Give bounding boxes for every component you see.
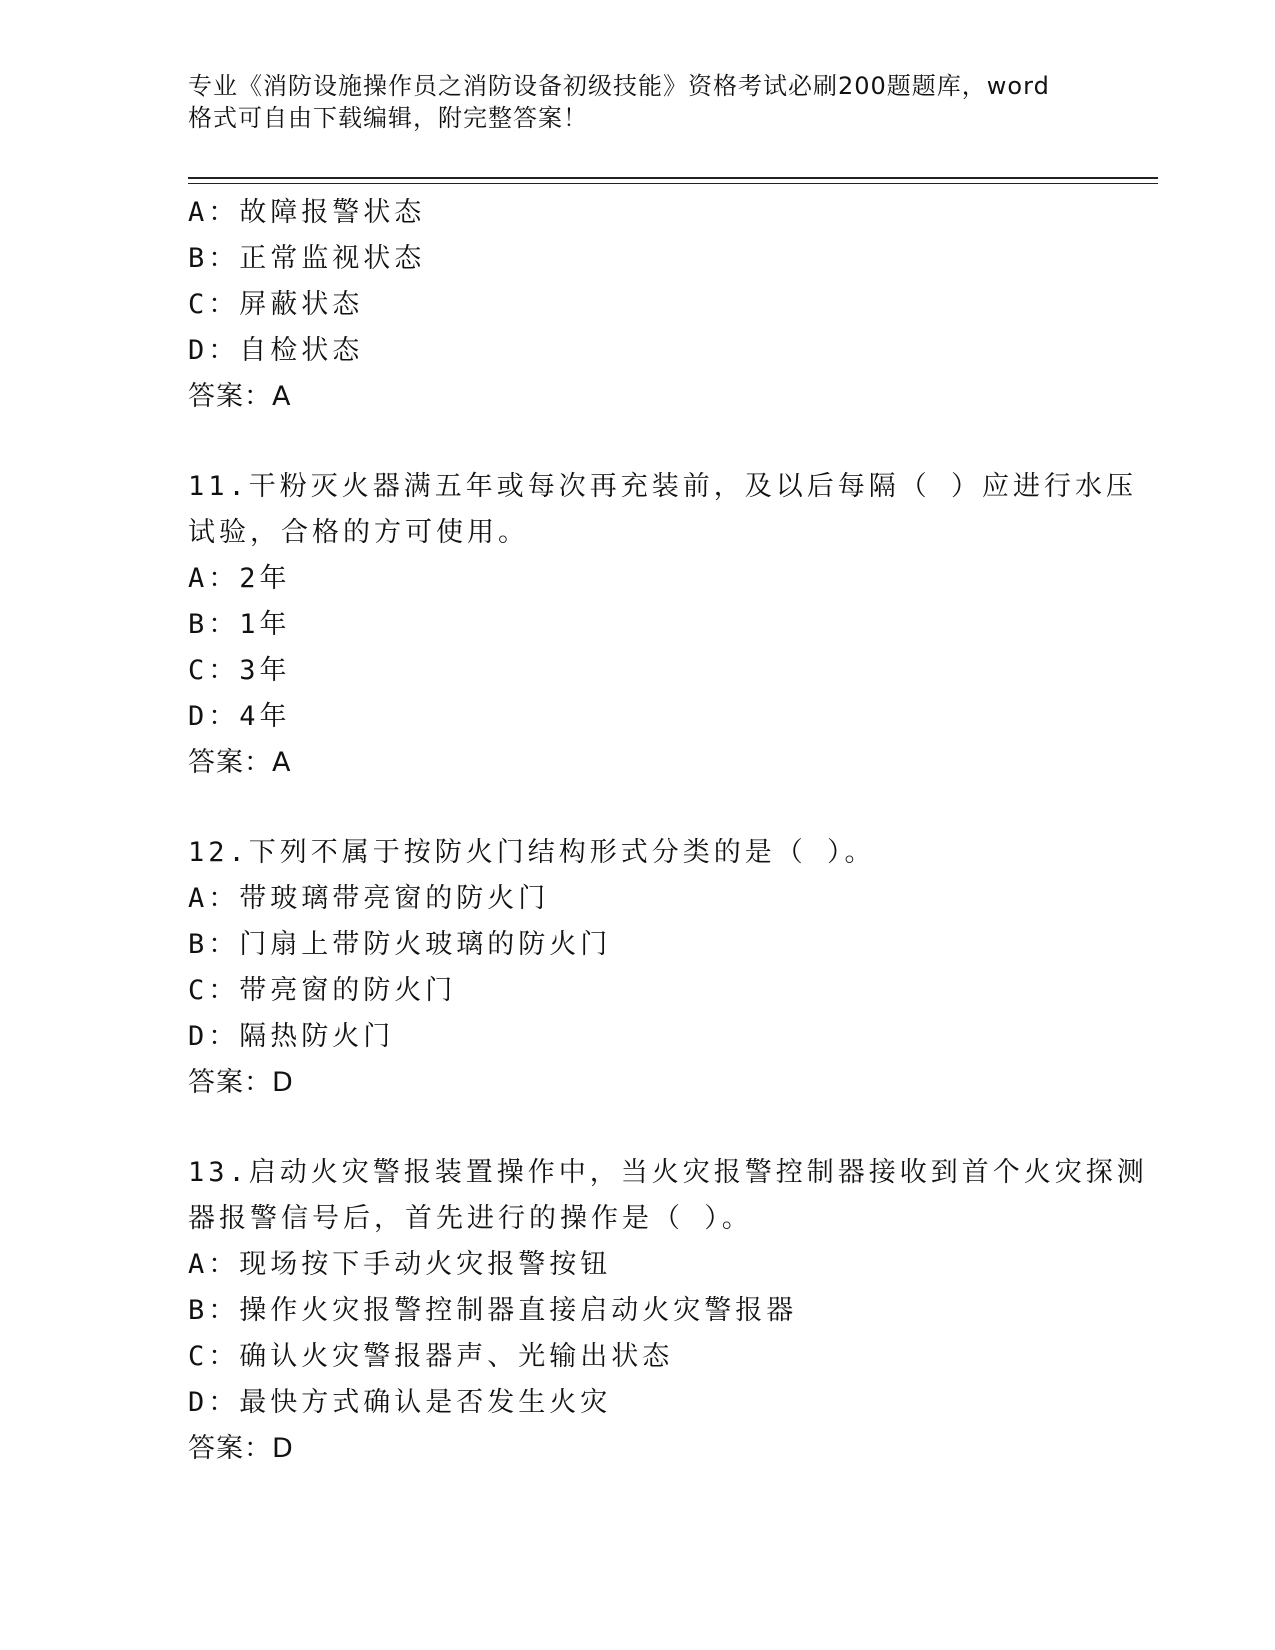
option-a: A：故障报警状态 [188, 197, 426, 228]
option-c: C：屏蔽状态 [188, 289, 364, 320]
question-12 [188, 830, 1088, 1106]
question-list [188, 190, 1148, 1472]
option-d: D：隔热防火门 [188, 1021, 395, 1052]
option-c: C：带亮窗的防火门 [188, 975, 457, 1006]
answer: 答案：D [188, 1433, 294, 1464]
header-divider-thin [188, 183, 1158, 184]
option-b: B：操作火灾报警控制器直接启动火灾警报器 [188, 1295, 798, 1326]
answer: 答案：A [188, 381, 292, 412]
option-c: C：3年 [188, 655, 291, 686]
question-11 [188, 464, 1138, 786]
option-b: B：门扇上带防火玻璃的防火门 [188, 929, 612, 960]
question-stem: 12.下列不属于按防火门结构形式分类的是（ ）。 [188, 837, 876, 868]
question-stem: 13.启动火灾警报装置操作中，当火灾报警控制器接收到首个火灾探测 [188, 1157, 1148, 1188]
header-divider-thick [188, 177, 1158, 179]
question-10 [188, 190, 1088, 420]
question-stem: 11.干粉灭火器满五年或每次再充装前，及以后每隔（ ）应进行水压 [188, 471, 1138, 502]
question-stem-continued: 试验，合格的方可使用。 [188, 517, 529, 548]
option-d: D：4年 [188, 701, 291, 732]
option-b: B：1年 [188, 609, 291, 640]
document-header: 专业《消防设施操作员之消防设备初级技能》资格考试必刷200题题库，word格式可自由下载编辑，附完整答案！ [188, 72, 1050, 132]
option-a: A：带玻璃带亮窗的防火门 [188, 883, 550, 914]
option-c: C：确认火灾警报器声、光输出状态 [188, 1341, 674, 1372]
option-a: A：2年 [188, 563, 291, 594]
option-d: D：最快方式确认是否发生火灾 [188, 1387, 612, 1418]
option-b: B：正常监视状态 [188, 243, 426, 274]
answer: 答案：A [188, 747, 292, 778]
option-a: A：现场按下手动火灾报警按钮 [188, 1249, 612, 1280]
answer: 答案：D [188, 1067, 294, 1098]
option-d: D：自检状态 [188, 335, 364, 366]
question-13 [188, 1150, 1148, 1472]
question-stem-continued: 器报警信号后，首先进行的操作是（ ）。 [188, 1203, 753, 1234]
